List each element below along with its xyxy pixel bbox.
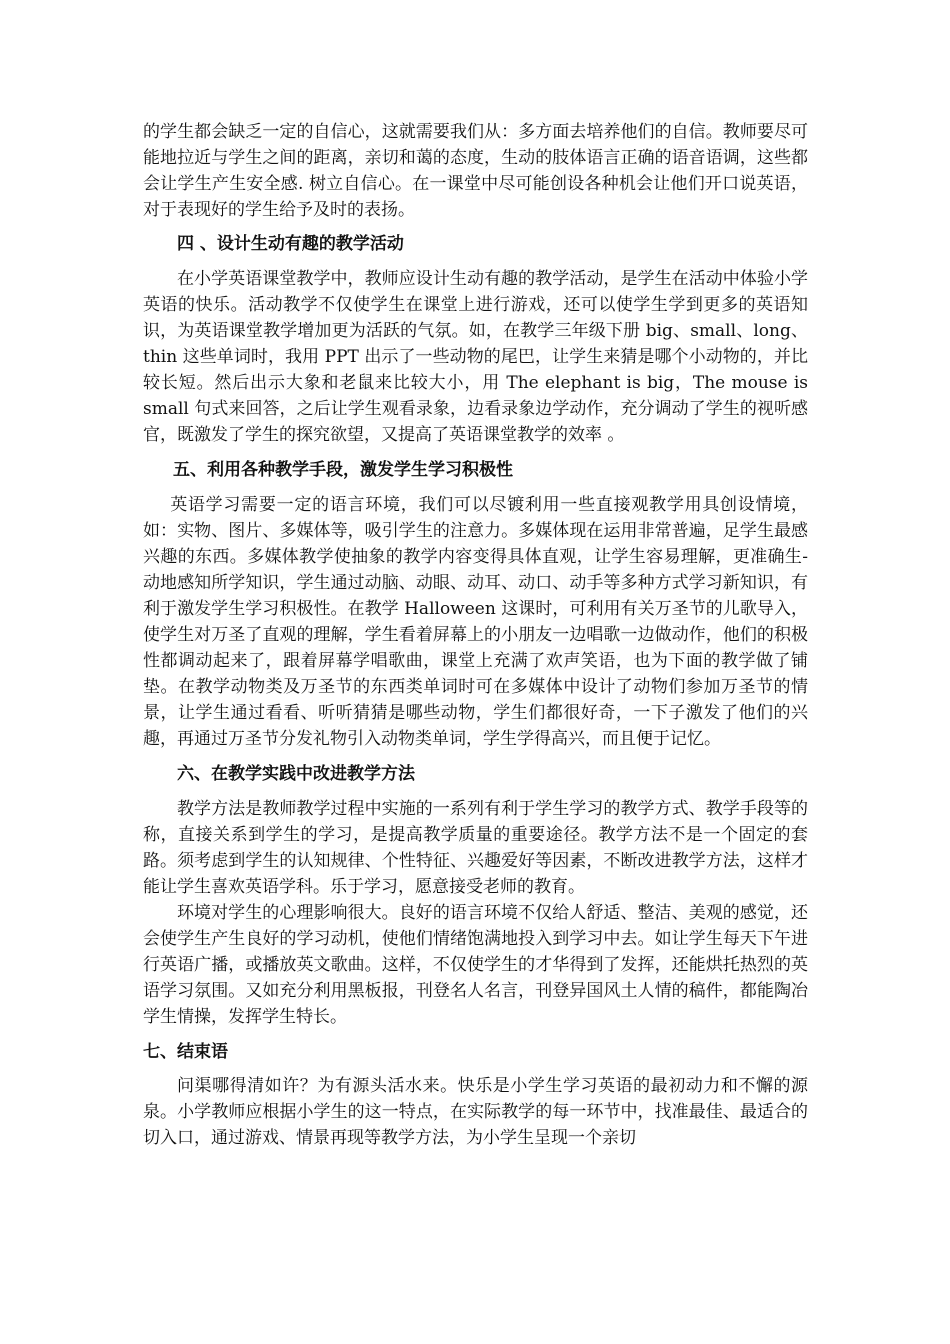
paragraph-environment: 环境对学生的心理影响很大。良好的语言环境不仅给人舒适、整洁、美观的感觉，还会使学生产生良好的学习动机，使他们情绪饱满地投入到学习中去。如让学生每天下午进行英语广播，或播放英文歌曲。这样，不仅使学生的才华得到了发挥，还能烘托热烈的英语学习氛围。又如充分利用黑板报，刊登名人名言，刊登异国风土人情的稿件，都能陶冶学生情操，发挥学生特长。 — [143, 903, 808, 1027]
heading-section-4: 四 、设计生动有趣的教学活动 — [177, 234, 404, 254]
document-body — [143, 119, 808, 1151]
paragraph-confidence: 的学生都会缺乏一定的自信心，这就需要我们从：多方面去培养他们的自信。教师要尽可能地拉近与学生之间的距离，亲切和蔼的态度，生动的肢体语言正确的语音语调，这些都会让学生产生安全感. 树立自信心。在一课堂中尽可能创设各种机会让他们开口说英语，对于表现好的学生给予及时的表扬。 — [143, 122, 808, 220]
paragraph-conclusion: 问渠哪得清如许？为有源头活水来。快乐是小学生学习英语的最初动力和不懈的源泉。小学教师应根据小学生的这一特点，在实际教学的每一环节中，找准最佳、最适合的切入口，通过游戏、情景再现等教学方法，为小学生呈现一个亲切 — [143, 1076, 808, 1148]
heading-section-6: 六、在教学实践中改进教学方法 — [177, 764, 415, 784]
paragraph-activities: 在小学英语课堂教学中，教师应设计生动有趣的教学活动，是学生在活动中体验小学英语的快乐。活动教学不仅使学生在课堂上进行游戏，还可以使学生学到更多的英语知识，为英语课堂教学增加更为活跃的气氛。如，在教学三年级下册 big、small、long、thin 这些单词时，我用 PPT 出示了一些动物的尾巴，让学生来猜是哪个小动物的，并比较长短。然后出示大象和老鼠来比较大小，用 The elephant is big，The mouse is small 句式来回答，之后让学生观看录象，边看录象边学动作，充分调动了学生的视听感官，既激发了学生的探究欲望，又提高了英语课堂教学的效率 。 — [143, 269, 808, 445]
heading-section-5: 五、利用各种教学手段，激发学生学习积极性 — [173, 460, 513, 480]
heading-section-7: 七、结束语 — [143, 1042, 228, 1062]
paragraph-multimedia: 英语学习需要一定的语言环境，我们可以尽镀利用一些直接观教学用具创设情境，如：实物、图片、多媒体等，吸引学生的注意力。多媒体现在运用非常普遍，足学生最感兴趣的东西。多媒体教学使抽象的教学内容变得具体直观，让学生容易理解，更准确生-动地感知所学知识，学生通过动脑、动眼、动耳、动口、动手等多种方式学习新知识，有利于激发学生学习积极性。在教学 Halloween 这课时，可利用有关万圣节的儿歌导入，使学生对万圣了直观的理解，学生看着屏幕上的小朋友一边唱歌一边做动作，他们的积极性都调动起来了，跟着屏幕学唱歌曲，课堂上充满了欢声笑语，也为下面的教学做了铺垫。在教学动物类及万圣节的东西类单词时可在多媒体中设计了动物们参加万圣节的情景，让学生通过看看、听听猜猜是哪些动物，学生们都很好奇，一下子激发了他们的兴趣，再通过万圣节分发礼物引入动物类单词，学生学得高兴，而且便于记忆。 — [143, 495, 808, 749]
paragraph-teaching-methods: 教学方法是教师教学过程中实施的一系列有利于学生学习的教学方式、教学手段等的称，直接关系到学生的学习，是提高教学质量的重要途径。教学方法不是一个固定的套路。须考虑到学生的认知规律、个性特征、兴趣爱好等因素，不断改进教学方法，这样才能让学生喜欢英语学科。乐于学习，愿意接受老师的教育。 — [143, 799, 808, 897]
